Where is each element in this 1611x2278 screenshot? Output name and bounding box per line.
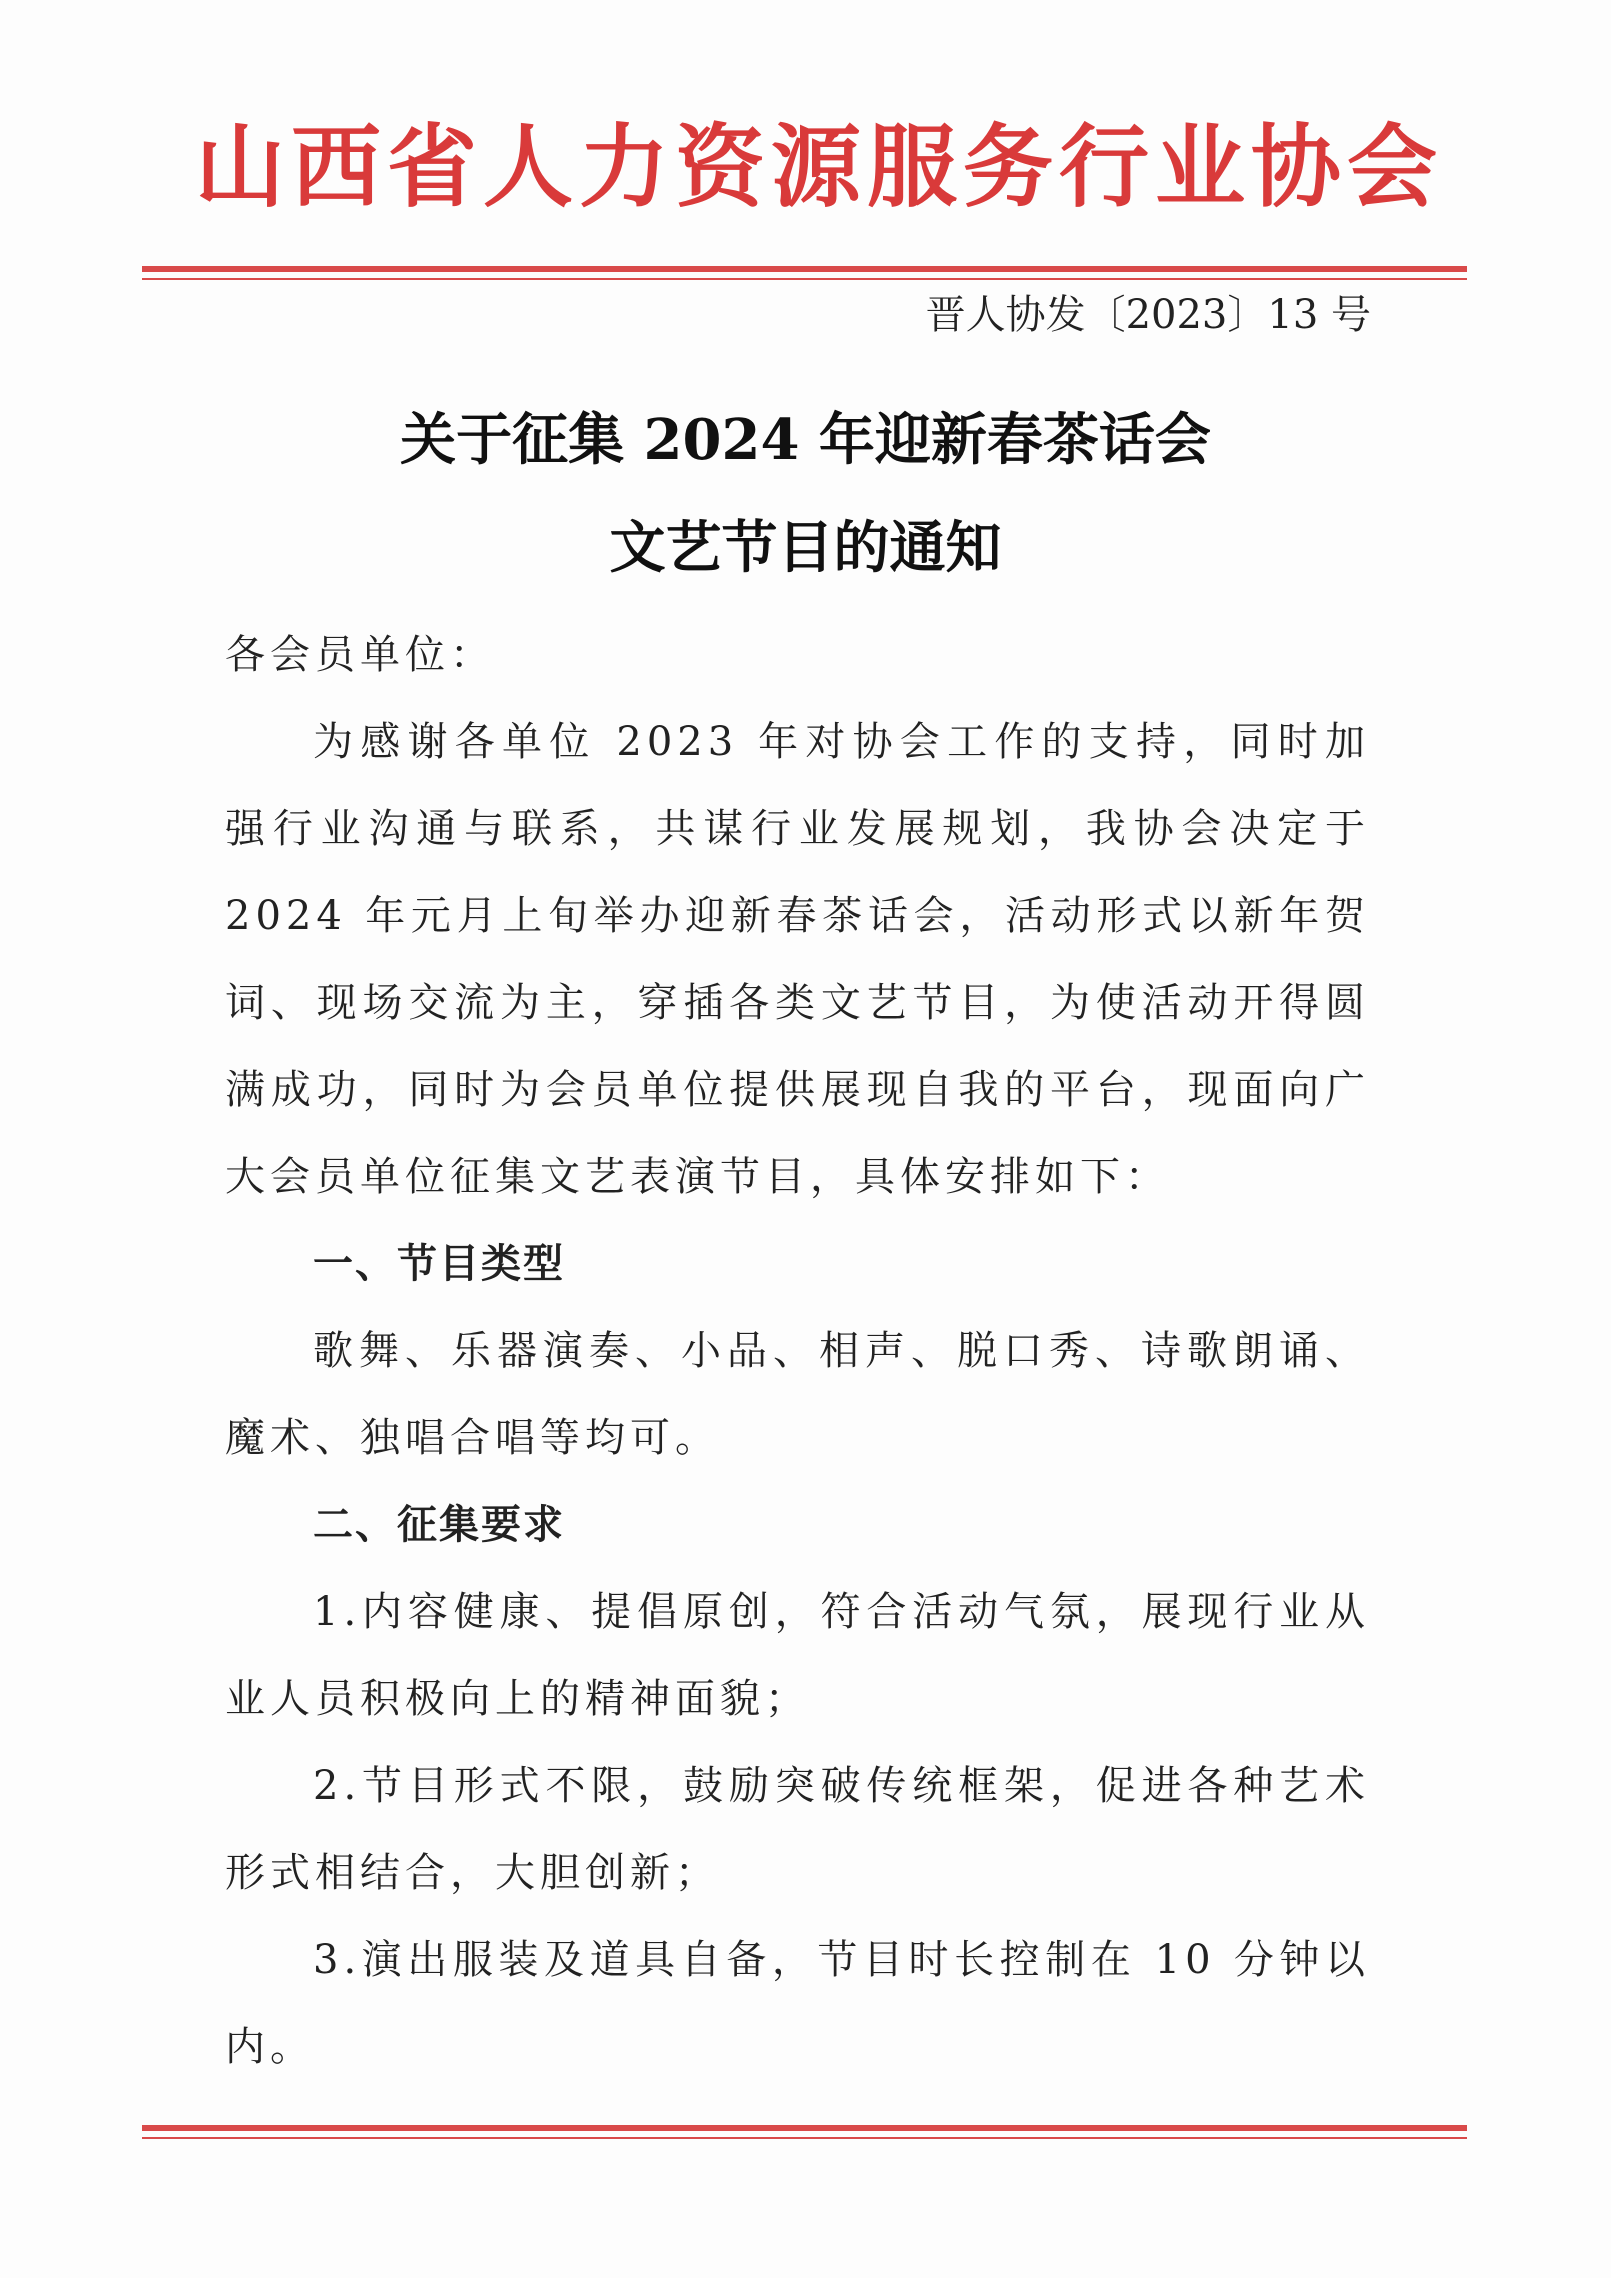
header-rule-thin bbox=[142, 278, 1467, 280]
requirement-item-3: 3.演出服装及道具自备，节目时长控制在 10 分钟以内。 bbox=[225, 1937, 1370, 2070]
footer-rule-thin bbox=[142, 2137, 1467, 2139]
footer-rule-thick bbox=[142, 2125, 1467, 2131]
requirement-item-2: 2.节目形式不限，鼓励突破传统框架，促进各种艺术形式相结合，大胆创新； bbox=[225, 1763, 1370, 1896]
intro-paragraph: 为感谢各单位 2023 年对协会工作的支持，同时加强行业沟通与联系，共谋行业发展规划，我协会决定于 2024 年元月上旬举办迎新春茶话会，活动形式以新年贺词、现场交流为主，穿插各类文艺节目，为使活动开得圆满成功，同时为会员单位提供展现自我的平台，现面向广大会员单位征集文艺表演节目，具体安排如下： bbox=[225, 719, 1370, 1200]
notice-body bbox=[225, 612, 1370, 2091]
org-letterhead-title: 山西省人力资源服务行业协会 bbox=[195, 114, 1443, 220]
document-number: 晋人协发〔2023〕13 号 bbox=[925, 292, 1371, 338]
notice-title-line-1: 关于征集 2024 年迎新春茶话会 bbox=[400, 407, 1211, 473]
program-types-paragraph: 歌舞、乐器演奏、小品、相声、脱口秀、诗歌朗诵、魔术、独唱合唱等均可。 bbox=[225, 1328, 1370, 1461]
salutation: 各会员单位： bbox=[225, 632, 495, 678]
header-rule-thick bbox=[142, 266, 1467, 272]
section-heading-requirements: 二、征集要求 bbox=[313, 1502, 565, 1548]
section-heading-program-types: 一、节目类型 bbox=[313, 1241, 565, 1287]
requirement-item-1: 1.内容健康、提倡原创，符合活动气氛，展现行业从业人员积极向上的精神面貌； bbox=[225, 1589, 1370, 1722]
notice-title-line-2: 文艺节目的通知 bbox=[609, 515, 1002, 581]
